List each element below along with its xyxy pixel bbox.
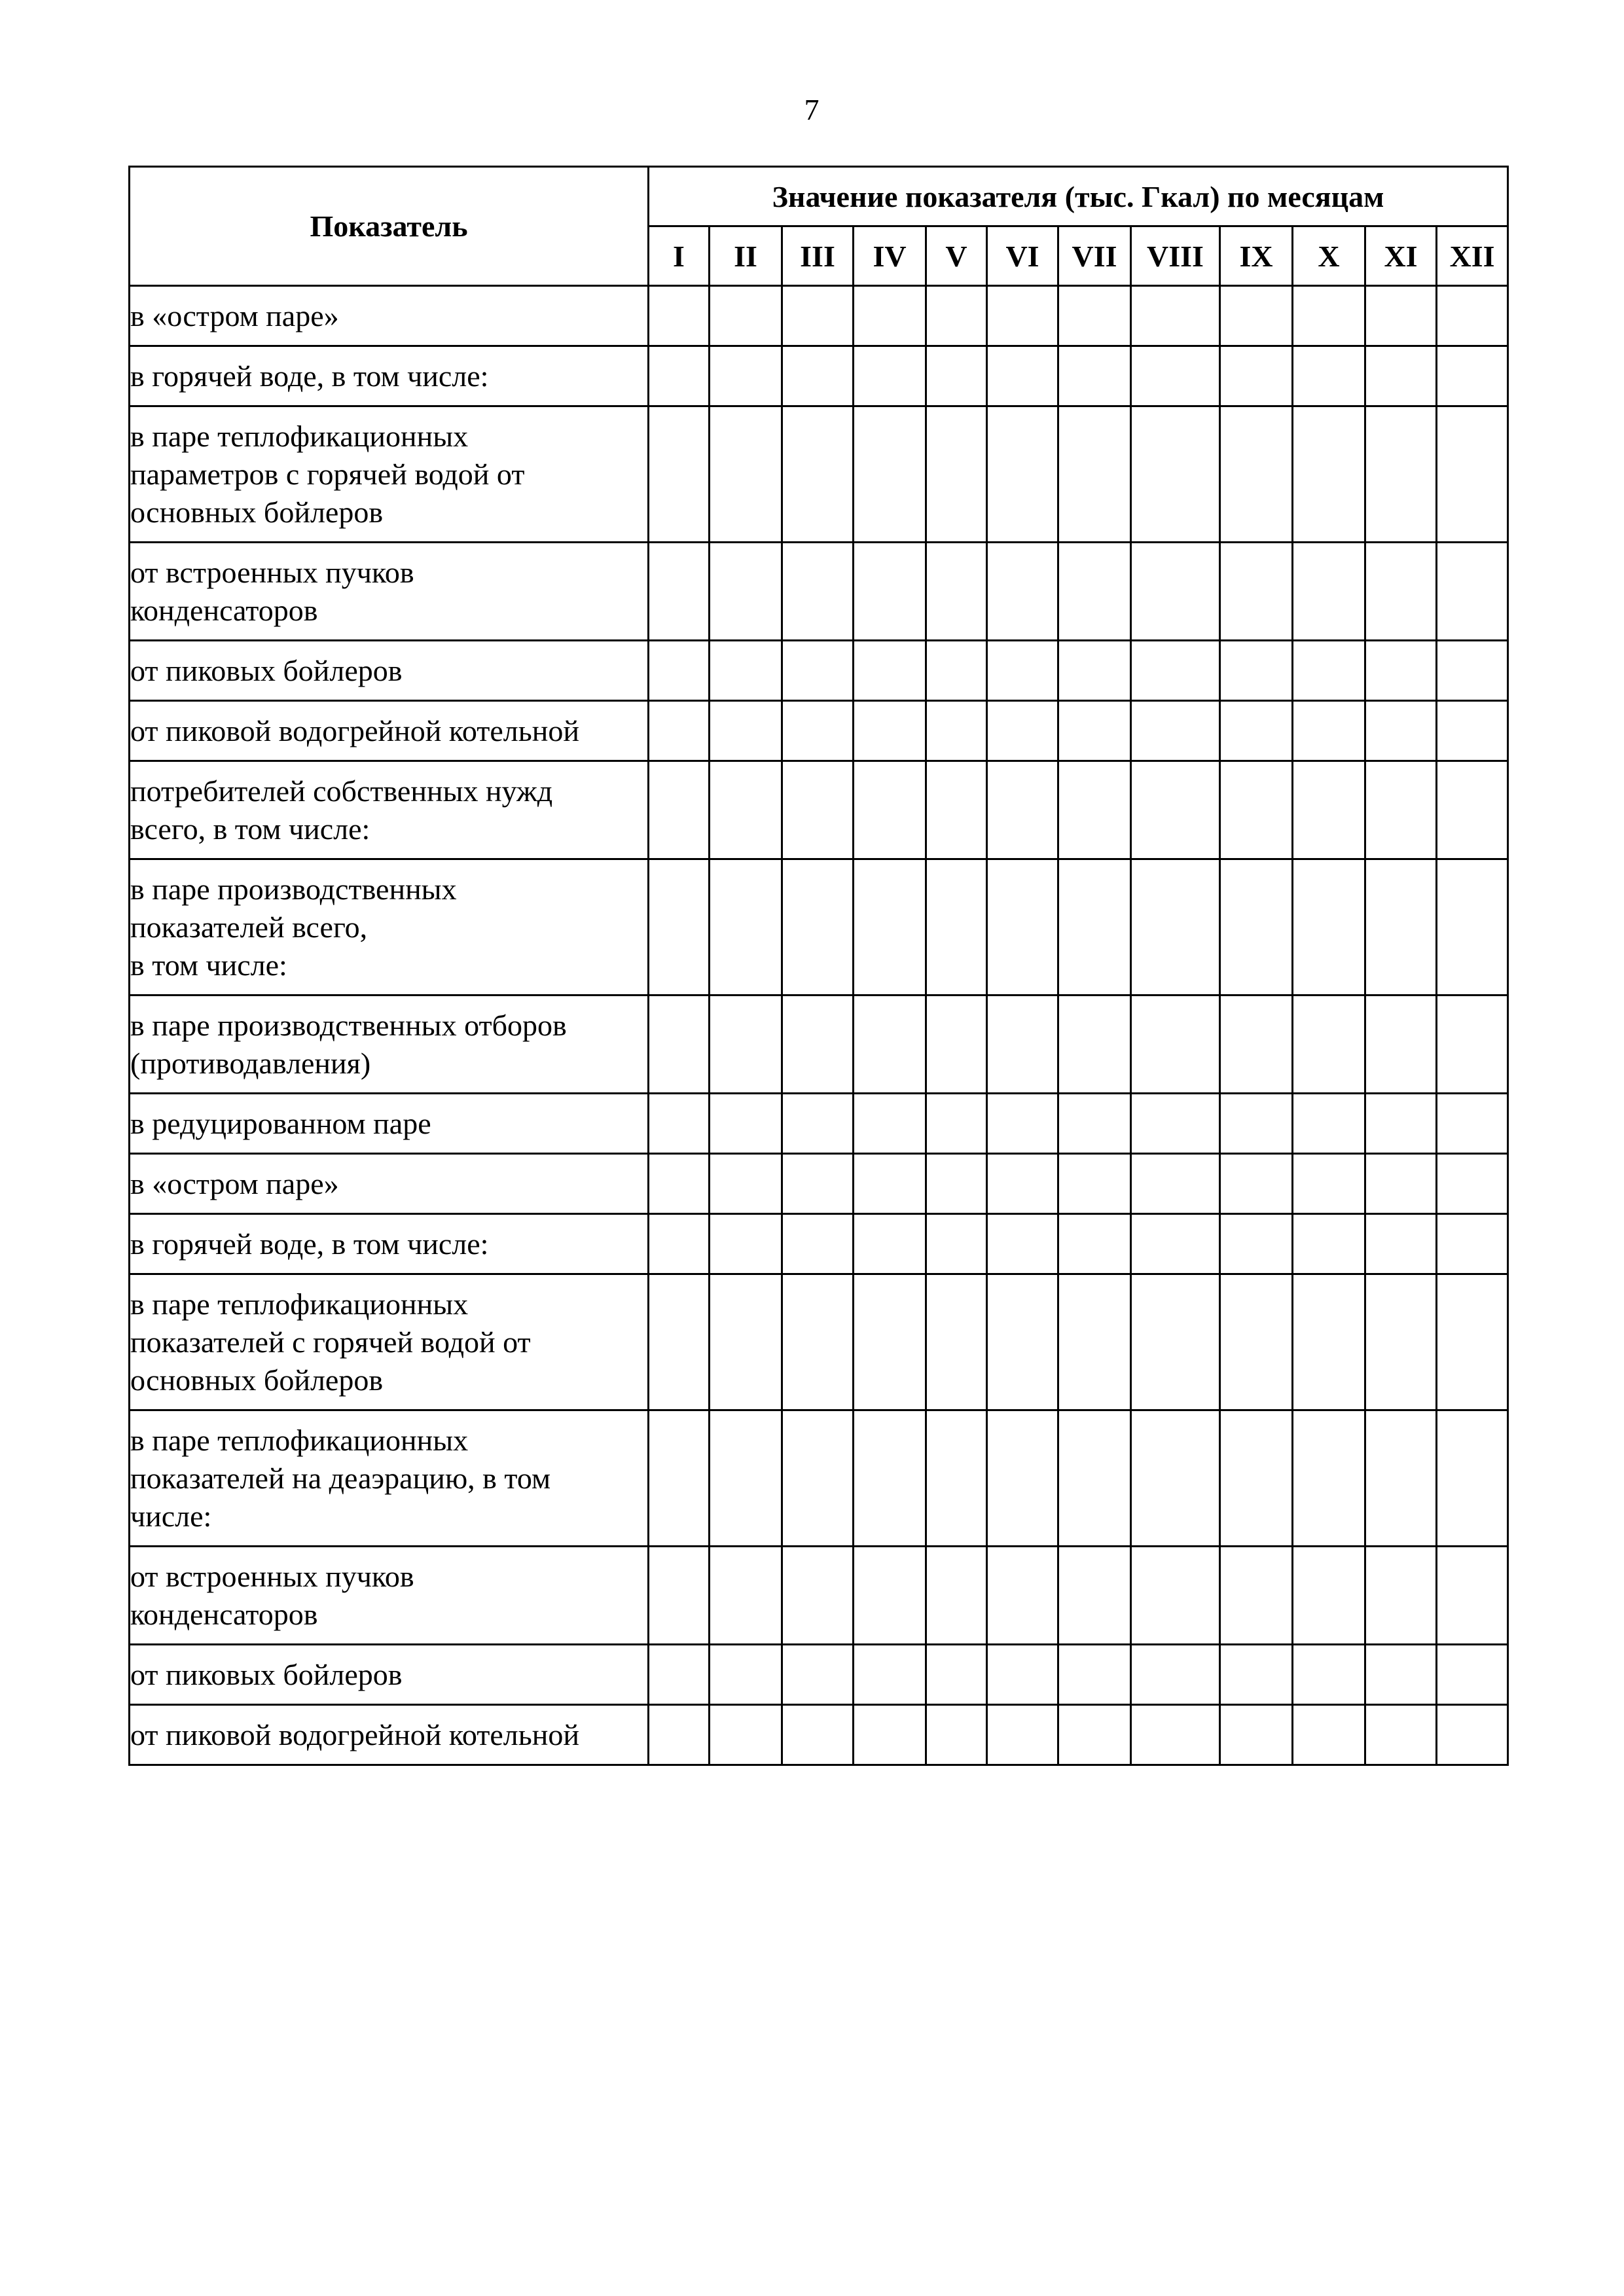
value-cell[interactable] [649, 761, 710, 859]
value-cell[interactable] [854, 1645, 926, 1705]
row-label: от пиковых бойлеров [130, 641, 649, 701]
value-cell[interactable] [987, 1094, 1058, 1154]
month-header: V [926, 226, 987, 286]
table-row [130, 701, 1508, 761]
value-cell[interactable] [710, 996, 782, 1094]
value-cell[interactable] [782, 1547, 854, 1645]
value-cell[interactable] [1131, 1410, 1220, 1547]
value-cell[interactable] [1293, 406, 1365, 543]
value-cell[interactable] [1365, 996, 1437, 1094]
value-cell[interactable] [987, 1645, 1058, 1705]
value-cell[interactable] [1365, 1547, 1437, 1645]
value-cell[interactable] [926, 406, 987, 543]
value-cell[interactable] [1293, 859, 1365, 996]
row-label: в горячей воде, в том числе: [130, 346, 649, 406]
row-label: в «остром паре» [130, 1154, 649, 1214]
value-cell[interactable] [926, 1094, 987, 1154]
indicator-table [128, 166, 1509, 1766]
value-cell[interactable] [1293, 1274, 1365, 1410]
value-cell[interactable] [926, 1274, 987, 1410]
table-row [130, 1214, 1508, 1274]
value-cell[interactable] [1293, 761, 1365, 859]
value-cell[interactable] [926, 346, 987, 406]
value-cell[interactable] [854, 1705, 926, 1765]
value-cell[interactable] [1437, 1214, 1508, 1274]
value-cell[interactable] [987, 1274, 1058, 1410]
value-cell[interactable] [1058, 1274, 1131, 1410]
value-cell[interactable] [1131, 1547, 1220, 1645]
value-cell[interactable] [710, 1154, 782, 1214]
value-cell[interactable] [1365, 1705, 1437, 1765]
value-cell[interactable] [782, 1274, 854, 1410]
value-cell[interactable] [987, 641, 1058, 701]
value-cell[interactable] [782, 859, 854, 996]
value-cell[interactable] [782, 1410, 854, 1547]
value-cell[interactable] [1437, 1645, 1508, 1705]
table-row [130, 641, 1508, 701]
value-cell[interactable] [1365, 406, 1437, 543]
value-cell[interactable] [926, 761, 987, 859]
value-cell[interactable] [782, 1094, 854, 1154]
value-cell[interactable] [854, 996, 926, 1094]
value-cell[interactable] [1293, 641, 1365, 701]
month-header: I [649, 226, 710, 286]
value-cell[interactable] [1365, 761, 1437, 859]
value-cell[interactable] [1437, 1094, 1508, 1154]
value-cell[interactable] [854, 346, 926, 406]
value-cell[interactable] [1220, 1410, 1293, 1547]
month-header: XI [1365, 226, 1437, 286]
value-cell[interactable] [1437, 1705, 1508, 1765]
value-cell[interactable] [1058, 761, 1131, 859]
value-cell[interactable] [1220, 1547, 1293, 1645]
row-label: в паре теплофикационных параметров с горячей водой от основных бойлеров [130, 406, 649, 543]
value-cell[interactable] [782, 996, 854, 1094]
row-label: в горячей воде, в том числе: [130, 1214, 649, 1274]
value-cell[interactable] [1220, 406, 1293, 543]
value-cell[interactable] [649, 641, 710, 701]
value-cell[interactable] [649, 996, 710, 1094]
value-cell[interactable] [854, 1214, 926, 1274]
value-cell[interactable] [649, 859, 710, 996]
value-cell[interactable] [1293, 346, 1365, 406]
month-header: II [710, 226, 782, 286]
value-cell[interactable] [649, 1410, 710, 1547]
value-cell[interactable] [1058, 1410, 1131, 1547]
table-row [130, 1410, 1508, 1547]
month-header: XII [1437, 226, 1508, 286]
month-header: VIII [1131, 226, 1220, 286]
row-label: от пиковых бойлеров [130, 1645, 649, 1705]
row-label: в паре производственных показателей всего, в том числе: [130, 859, 649, 996]
monthly-values-header: Значение показателя (тыс. Гкал) по месяцам [649, 167, 1508, 226]
value-cell[interactable] [1365, 1214, 1437, 1274]
table-row [130, 859, 1508, 996]
value-cell[interactable] [1058, 701, 1131, 761]
table-row [130, 543, 1508, 641]
value-cell[interactable] [1058, 1705, 1131, 1765]
table-row [130, 996, 1508, 1094]
value-cell[interactable] [782, 406, 854, 543]
value-cell[interactable] [926, 1645, 987, 1705]
value-cell[interactable] [1293, 1214, 1365, 1274]
page-number: 7 [804, 93, 820, 126]
value-cell[interactable] [1131, 346, 1220, 406]
value-cell[interactable] [782, 1645, 854, 1705]
value-cell[interactable] [1058, 859, 1131, 996]
value-cell[interactable] [710, 1705, 782, 1765]
value-cell[interactable] [926, 543, 987, 641]
value-cell[interactable] [926, 286, 987, 346]
value-cell[interactable] [987, 1214, 1058, 1274]
value-cell[interactable] [1220, 701, 1293, 761]
value-cell[interactable] [649, 346, 710, 406]
value-cell[interactable] [710, 1214, 782, 1274]
value-cell[interactable] [854, 286, 926, 346]
value-cell[interactable] [1220, 1154, 1293, 1214]
value-cell[interactable] [1437, 641, 1508, 701]
value-cell[interactable] [854, 1410, 926, 1547]
value-cell[interactable] [1437, 1274, 1508, 1410]
value-cell[interactable] [710, 701, 782, 761]
value-cell[interactable] [1131, 543, 1220, 641]
value-cell[interactable] [710, 641, 782, 701]
value-cell[interactable] [710, 543, 782, 641]
value-cell[interactable] [710, 406, 782, 543]
value-cell[interactable] [1058, 1214, 1131, 1274]
month-header: IV [854, 226, 926, 286]
value-cell[interactable] [926, 641, 987, 701]
value-cell[interactable] [710, 1645, 782, 1705]
value-cell[interactable] [1131, 406, 1220, 543]
value-cell[interactable] [649, 1154, 710, 1214]
value-cell[interactable] [1365, 701, 1437, 761]
value-cell[interactable] [1058, 1094, 1131, 1154]
value-cell[interactable] [649, 1094, 710, 1154]
value-cell[interactable] [987, 346, 1058, 406]
value-cell[interactable] [710, 761, 782, 859]
value-cell[interactable] [1365, 543, 1437, 641]
value-cell[interactable] [854, 641, 926, 701]
value-cell[interactable] [987, 543, 1058, 641]
value-cell[interactable] [782, 346, 854, 406]
row-label: от встроенных пучков конденсаторов [130, 1547, 649, 1645]
value-cell[interactable] [1365, 859, 1437, 996]
value-cell[interactable] [854, 761, 926, 859]
value-cell[interactable] [1293, 543, 1365, 641]
value-cell[interactable] [987, 996, 1058, 1094]
table-row [130, 1094, 1508, 1154]
value-cell[interactable] [1131, 641, 1220, 701]
value-cell[interactable] [782, 641, 854, 701]
value-cell[interactable] [1220, 996, 1293, 1094]
value-cell[interactable] [854, 1547, 926, 1645]
value-cell[interactable] [1220, 1274, 1293, 1410]
table-row [130, 286, 1508, 346]
month-header: VI [987, 226, 1058, 286]
value-cell[interactable] [1293, 286, 1365, 346]
row-label: в паре производственных отборов (противодавления) [130, 996, 649, 1094]
value-cell[interactable] [1131, 996, 1220, 1094]
value-cell[interactable] [1131, 761, 1220, 859]
value-cell[interactable] [854, 1274, 926, 1410]
value-cell[interactable] [1220, 543, 1293, 641]
value-cell[interactable] [1131, 1154, 1220, 1214]
value-cell[interactable] [1131, 1094, 1220, 1154]
value-cell[interactable] [1437, 996, 1508, 1094]
value-cell[interactable] [1220, 346, 1293, 406]
value-cell[interactable] [1437, 286, 1508, 346]
value-cell[interactable] [987, 1705, 1058, 1765]
value-cell[interactable] [854, 701, 926, 761]
row-label: потребителей собственных нужд всего, в том числе: [130, 761, 649, 859]
value-cell[interactable] [1365, 1274, 1437, 1410]
value-cell[interactable] [926, 1154, 987, 1214]
value-cell[interactable] [1365, 1645, 1437, 1705]
value-cell[interactable] [926, 1214, 987, 1274]
value-cell[interactable] [926, 859, 987, 996]
value-cell[interactable] [1131, 1705, 1220, 1765]
value-cell[interactable] [649, 286, 710, 346]
value-cell[interactable] [1437, 701, 1508, 761]
value-cell[interactable] [1220, 286, 1293, 346]
value-cell[interactable] [1293, 1410, 1365, 1547]
value-cell[interactable] [1365, 1154, 1437, 1214]
row-label: в «остром паре» [130, 286, 649, 346]
value-cell[interactable] [649, 406, 710, 543]
month-header: VII [1058, 226, 1131, 286]
table-row [130, 1705, 1508, 1765]
value-cell[interactable] [1365, 1410, 1437, 1547]
value-cell[interactable] [987, 406, 1058, 543]
value-cell[interactable] [1220, 761, 1293, 859]
value-cell[interactable] [782, 543, 854, 641]
value-cell[interactable] [1131, 701, 1220, 761]
value-cell[interactable] [1437, 761, 1508, 859]
value-cell[interactable] [649, 1705, 710, 1765]
value-cell[interactable] [782, 1705, 854, 1765]
table-row [130, 1645, 1508, 1705]
value-cell[interactable] [1220, 1705, 1293, 1765]
value-cell[interactable] [710, 1274, 782, 1410]
value-cell[interactable] [1131, 1214, 1220, 1274]
value-cell[interactable] [1131, 859, 1220, 996]
value-cell[interactable] [1131, 286, 1220, 346]
value-cell[interactable] [1293, 1705, 1365, 1765]
table-row [130, 1547, 1508, 1645]
value-cell[interactable] [710, 1547, 782, 1645]
table-row [130, 406, 1508, 543]
value-cell[interactable] [1058, 346, 1131, 406]
table-row [130, 346, 1508, 406]
value-cell[interactable] [710, 346, 782, 406]
value-cell[interactable] [854, 1094, 926, 1154]
value-cell[interactable] [782, 701, 854, 761]
month-header: IX [1220, 226, 1293, 286]
month-header: III [782, 226, 854, 286]
value-cell[interactable] [710, 859, 782, 996]
value-cell[interactable] [1058, 1547, 1131, 1645]
value-cell[interactable] [926, 1705, 987, 1765]
value-cell[interactable] [710, 286, 782, 346]
value-cell[interactable] [649, 1214, 710, 1274]
value-cell[interactable] [1293, 996, 1365, 1094]
row-label: в паре теплофикационных показателей с горячей водой от основных бойлеров [130, 1274, 649, 1410]
value-cell[interactable] [987, 859, 1058, 996]
value-cell[interactable] [782, 286, 854, 346]
value-cell[interactable] [1293, 1154, 1365, 1214]
table-row [130, 761, 1508, 859]
value-cell[interactable] [854, 859, 926, 996]
value-cell[interactable] [1058, 1154, 1131, 1214]
value-cell[interactable] [854, 406, 926, 543]
value-cell[interactable] [1220, 1645, 1293, 1705]
value-cell[interactable] [987, 1410, 1058, 1547]
value-cell[interactable] [649, 543, 710, 641]
value-cell[interactable] [1437, 1410, 1508, 1547]
value-cell[interactable] [1293, 1094, 1365, 1154]
value-cell[interactable] [710, 1410, 782, 1547]
value-cell[interactable] [1365, 346, 1437, 406]
row-label: от пиковой водогрейной котельной [130, 701, 649, 761]
row-label: в редуцированном паре [130, 1094, 649, 1154]
value-cell[interactable] [782, 761, 854, 859]
value-cell[interactable] [926, 1410, 987, 1547]
value-cell[interactable] [987, 701, 1058, 761]
value-cell[interactable] [1293, 701, 1365, 761]
value-cell[interactable] [1293, 1645, 1365, 1705]
value-cell[interactable] [1437, 543, 1508, 641]
value-cell[interactable] [649, 1645, 710, 1705]
value-cell[interactable] [1058, 406, 1131, 543]
table-row [130, 1154, 1508, 1214]
value-cell[interactable] [710, 1094, 782, 1154]
value-cell[interactable] [1365, 1094, 1437, 1154]
value-cell[interactable] [987, 1547, 1058, 1645]
month-header: X [1293, 226, 1365, 286]
value-cell[interactable] [926, 701, 987, 761]
value-cell[interactable] [1437, 1154, 1508, 1214]
value-cell[interactable] [854, 543, 926, 641]
value-cell[interactable] [1293, 1547, 1365, 1645]
value-cell[interactable] [1220, 859, 1293, 996]
value-cell[interactable] [649, 1274, 710, 1410]
value-cell[interactable] [987, 761, 1058, 859]
value-cell[interactable] [782, 1214, 854, 1274]
value-cell[interactable] [1058, 996, 1131, 1094]
indicator-column-header: Показатель [130, 167, 649, 286]
value-cell[interactable] [1437, 346, 1508, 406]
table-row [130, 1274, 1508, 1410]
value-cell[interactable] [854, 1154, 926, 1214]
value-cell[interactable] [1437, 859, 1508, 996]
value-cell[interactable] [1365, 641, 1437, 701]
value-cell[interactable] [926, 1547, 987, 1645]
value-cell[interactable] [1437, 1547, 1508, 1645]
row-label: от пиковой водогрейной котельной [130, 1705, 649, 1765]
row-label: от встроенных пучков конденсаторов [130, 543, 649, 641]
value-cell[interactable] [782, 1154, 854, 1214]
value-cell[interactable] [1058, 543, 1131, 641]
row-label: в паре теплофикационных показателей на деаэрацию, в том числе: [130, 1410, 649, 1547]
value-cell[interactable] [1220, 1094, 1293, 1154]
value-cell[interactable] [1131, 1645, 1220, 1705]
value-cell[interactable] [1058, 1645, 1131, 1705]
value-cell[interactable] [649, 1547, 710, 1645]
value-cell[interactable] [649, 701, 710, 761]
value-cell[interactable] [926, 996, 987, 1094]
value-cell[interactable] [1437, 406, 1508, 543]
value-cell[interactable] [1220, 1214, 1293, 1274]
value-cell[interactable] [1058, 641, 1131, 701]
value-cell[interactable] [987, 286, 1058, 346]
value-cell[interactable] [1220, 641, 1293, 701]
value-cell[interactable] [1131, 1274, 1220, 1410]
value-cell[interactable] [1365, 286, 1437, 346]
value-cell[interactable] [987, 1154, 1058, 1214]
value-cell[interactable] [1058, 286, 1131, 346]
